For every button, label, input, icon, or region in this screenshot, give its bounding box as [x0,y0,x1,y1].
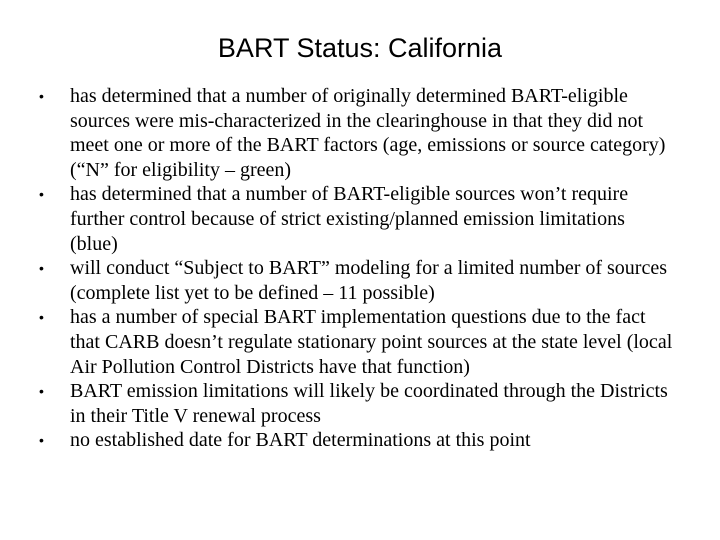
bullet-text: will conduct “Subject to BART” modeling for a limited number of sources (complete list yet to be defined – 11 possible) [70,257,668,304]
bullet-item [0,305,720,379]
bullet-dot-icon: • [39,88,44,104]
bullet-list [0,84,720,453]
bullet-text: has determined that a number of originally determined BART-eligible sources were mis-characterized in the clearinghouse in that they did not meet one or more of the BART factors (age, emissions or source category) (“N” for eligibility – green) [70,85,666,181]
slide-title: BART Status: California [217,33,503,63]
bullet-item [0,182,720,256]
bullet-item [0,256,720,305]
bullet-text: has a number of special BART implementation questions due to the fact that CARB doesn’t regulate stationary point sources at the state level (local Air Pollution Control Districts have that function) [70,306,673,378]
bullet-text: BART emission limitations will likely be coordinated through the Districts in their Title V renewal process [70,380,668,427]
bullet-dot-icon: • [39,186,44,203]
bullet-item [0,428,720,453]
bullet-dot-icon: • [39,260,44,277]
bullet-item [0,379,720,428]
bullet-item [0,84,720,182]
bullet-text: no established date for BART determinations at this point [70,429,531,452]
bullet-dot-icon: • [39,383,44,400]
bullet-text: has determined that a number of BART-eligible sources won’t require further control because of strict existing/planned emission limitations (blue) [70,183,629,255]
bullet-dot-icon: • [39,309,44,326]
bullet-dot-icon: • [39,432,44,449]
